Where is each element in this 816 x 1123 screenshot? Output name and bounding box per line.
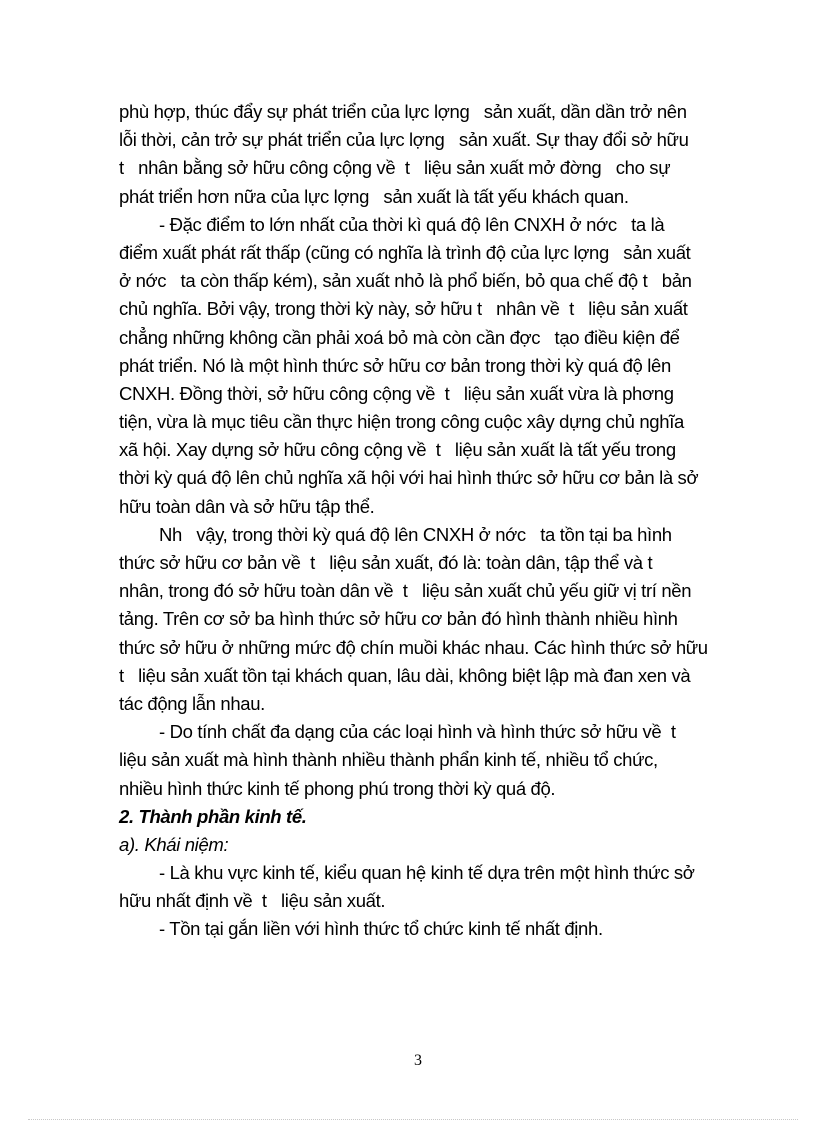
text-line: hữu nhất định về t liệu sản xuất. bbox=[119, 890, 386, 912]
page-bottom-rule bbox=[28, 1119, 798, 1120]
text-line: thức sở hữu ở những mức độ chín muồi khác nhau. Các hình thức sở hữu bbox=[119, 636, 708, 658]
paragraph-start: - Do tính chất đa dạng của các loại hình và hình thức sở hữu về t bbox=[159, 721, 676, 743]
text-line: phù hợp, thúc đẩy sự phát triển của lực lợng sản xuất, dần dần trở nên bbox=[119, 101, 687, 122]
text-line: t liệu sản xuất tồn tại khách quan, lâu dài, không biệt lập mà đan xen và bbox=[119, 664, 691, 686]
text-line: tiện, vừa là mục tiêu cần thực hiện trong công cuộc xây dựng chủ nghĩa bbox=[119, 411, 684, 433]
text-line: tác động lẫn nhau. bbox=[119, 692, 265, 714]
text-line: chẳng những không cần phải xoá bỏ mà còn cần đợc tạo điều kiện để bbox=[119, 326, 680, 348]
text-line: xã hội. Xay dựng sở hữu công cộng về t liệu sản xuất là tất yếu trong bbox=[119, 439, 676, 461]
text-line: thức sở hữu cơ bản về t liệu sản xuất, đó là: toàn dân, tập thể và t bbox=[119, 552, 653, 573]
text-line: liệu sản xuất mà hình thành nhiều thành phẩn kinh tế, nhiều tổ chức, bbox=[119, 749, 658, 771]
text-line: CNXH. Đồng thời, sở hữu công cộng về t liệu sản xuất vừa là phơng bbox=[119, 382, 674, 404]
paragraph-start: - Là khu vực kinh tế, kiểu quan hệ kinh tế dựa trên một hình thức sở bbox=[159, 862, 695, 884]
text-line: nhân, trong đó sở hữu toàn dân về t liệu sản xuất chủ yếu giữ vị trí nền bbox=[119, 580, 692, 602]
paragraph-start: - Đặc điểm to lớn nhất của thời kì quá độ lên CNXH ở nớc ta là bbox=[159, 213, 665, 235]
paragraph-start: - Tồn tại gắn liền với hình thức tổ chức kinh tế nhất định. bbox=[159, 918, 603, 940]
paragraph-start: Nh vậy, trong thời kỳ quá độ lên CNXH ở nớc ta tồn tại ba hình bbox=[159, 523, 672, 545]
text-line: lỗi thời, cản trở sự phát triển của lực lợng sản xuất. Sự thay đổi sở hữu bbox=[119, 129, 689, 151]
text-line: thời kỳ quá độ lên chủ nghĩa xã hội với hai hình thức sở hữu cơ bản là sở bbox=[119, 467, 699, 489]
text-line: hữu toàn dân và sở hữu tập thể. bbox=[119, 495, 375, 517]
page-number: 3 bbox=[414, 1052, 422, 1069]
text-line: phát triển hơn nữa của lực lợng sản xuất là tất yếu khách quan. bbox=[119, 185, 629, 207]
document-body bbox=[119, 98, 723, 944]
text-line: điểm xuất phát rất thấp (cũng có nghĩa là trình độ của lực lợng sản xuất bbox=[119, 241, 691, 263]
text-line: phát triển. Nó là một hình thức sở hữu cơ bản trong thời kỳ quá độ lên bbox=[119, 354, 671, 376]
section-heading: 2. Thành phần kinh tế. bbox=[119, 805, 307, 827]
subsection-heading: a). Khái niệm: bbox=[119, 833, 229, 855]
text-line: chủ nghĩa. Bởi vậy, trong thời kỳ này, sở hữu t nhân về t liệu sản xuất bbox=[119, 298, 688, 320]
text-line: t nhân bằng sở hữu công cộng về t liệu sản xuất mở đờng cho sự bbox=[119, 157, 671, 179]
text-line: ở nớc ta còn thấp kém), sản xuất nhỏ là phổ biến, bỏ qua chế độ t bản bbox=[119, 270, 692, 292]
text-line: nhiều hình thức kinh tế phong phú trong thời kỳ quá độ. bbox=[119, 777, 556, 799]
text-line: tảng. Trên cơ sở ba hình thức sở hữu cơ bản đó hình thành nhiều hình bbox=[119, 608, 678, 630]
